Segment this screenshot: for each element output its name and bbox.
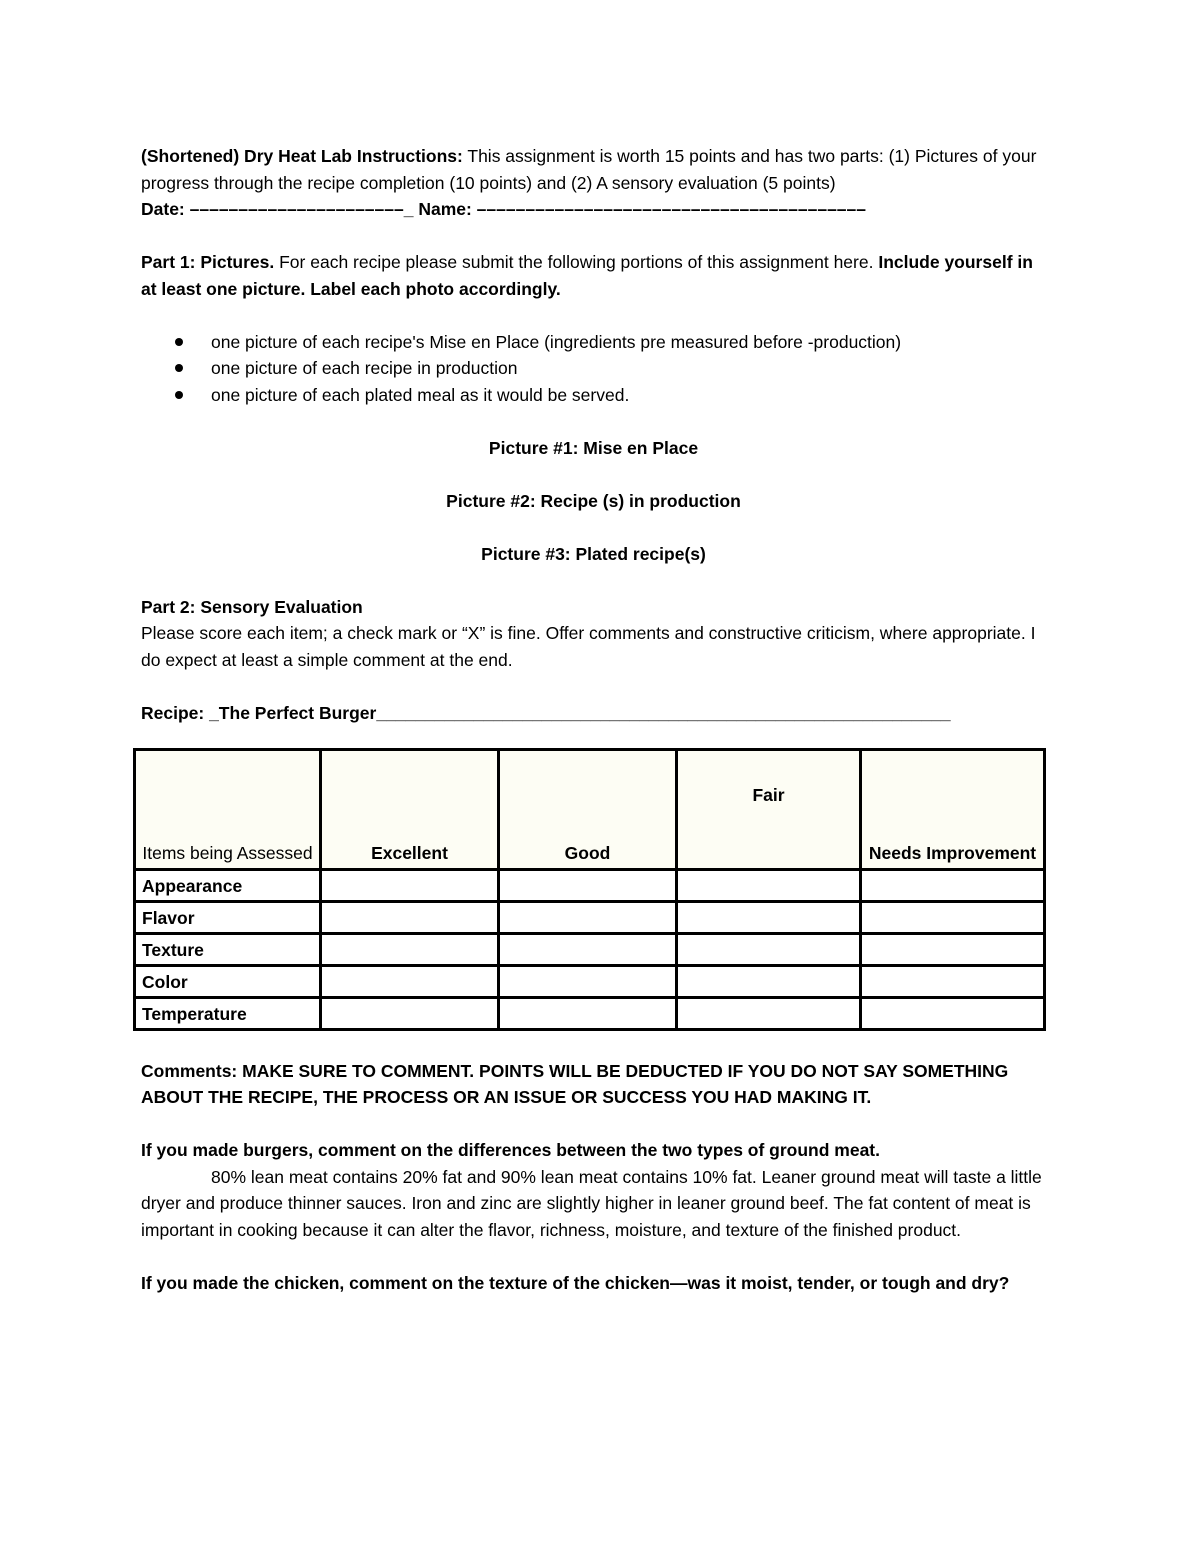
header-good: Good bbox=[499, 750, 677, 870]
score-cell-fair[interactable] bbox=[677, 902, 861, 934]
sensory-evaluation-table bbox=[133, 748, 1046, 1031]
burger-question: If you made burgers, comment on the differences between the two types of ground meat. bbox=[141, 1140, 880, 1160]
list-item bbox=[141, 382, 1046, 409]
part1-bold-instruction: Include yourself in at least one picture. Label each photo accordingly. bbox=[141, 252, 1033, 299]
recipe-line: Recipe: _The Perfect Burger___________________________________________________________ bbox=[141, 702, 951, 723]
header-excellent: Excellent bbox=[321, 750, 499, 870]
bullet-icon bbox=[175, 364, 183, 372]
burger-answer: 80% lean meat contains 20% fat and 90% lean meat contains 10% fat. Leaner ground meat will taste a little dryer and produce thinner sauces. Iron and zinc are slightly higher in leaner ground beef. The fat content of meat is important in cooking because it can alter the flavor, richness, moisture, and texture of the finished product. bbox=[141, 1166, 1042, 1240]
table-row bbox=[135, 902, 1045, 934]
score-cell-excellent[interactable] bbox=[321, 966, 499, 998]
list-item-text: one picture of each plated meal as it would be served. bbox=[211, 384, 630, 405]
header-needs-improvement: Needs Improvement bbox=[861, 750, 1045, 870]
row-label: Appearance bbox=[135, 870, 321, 902]
score-cell-good[interactable] bbox=[499, 966, 677, 998]
picture-2-heading: Picture #2: Recipe (s) in production bbox=[446, 490, 741, 511]
bullet-icon bbox=[175, 338, 183, 346]
score-cell-needs-improvement[interactable] bbox=[861, 870, 1045, 902]
list-item-text: one picture of each recipe in production bbox=[211, 358, 518, 378]
score-cell-needs-improvement[interactable] bbox=[861, 998, 1045, 1030]
score-cell-fair[interactable] bbox=[677, 934, 861, 966]
score-cell-fair[interactable] bbox=[677, 998, 861, 1030]
part1-paragraph bbox=[141, 249, 1046, 302]
picture-3-heading: Picture #3: Plated recipe(s) bbox=[481, 543, 706, 564]
table-header-row bbox=[135, 750, 1045, 870]
document-page bbox=[141, 143, 1046, 1296]
comments-heading: Comments: MAKE SURE TO COMMENT. POINTS WILL BE DEDUCTED IF YOU DO NOT SAY SOMETHING ABOUT THE RECIPE, THE PROCESS OR AN ISSUE OR SUCCESS YOU HAD MAKING IT. bbox=[141, 1060, 1009, 1107]
score-cell-excellent[interactable] bbox=[321, 934, 499, 966]
part2-heading: Part 2: Sensory Evaluation bbox=[141, 596, 363, 617]
score-cell-good[interactable] bbox=[499, 870, 677, 902]
chicken-question: If you made the chicken, comment on the texture of the chicken—was it moist, tender, or tough and dry? bbox=[141, 1272, 1010, 1293]
list-item bbox=[141, 329, 1046, 356]
header-fair: Fair bbox=[677, 750, 861, 870]
row-label: Color bbox=[135, 966, 321, 998]
intro-paragraph bbox=[141, 143, 1046, 196]
table-row bbox=[135, 966, 1045, 998]
part1-text: For each recipe please submit the following portions of this assignment here. bbox=[274, 252, 879, 272]
table-row bbox=[135, 998, 1045, 1030]
list-item bbox=[141, 355, 1046, 382]
score-cell-good[interactable] bbox=[499, 934, 677, 966]
score-cell-fair[interactable] bbox=[677, 870, 861, 902]
header-items-assessed: Items being Assessed bbox=[135, 750, 321, 870]
score-cell-needs-improvement[interactable] bbox=[861, 966, 1045, 998]
intro-text: This assignment is worth 15 points and has two parts: (1) Pictures of your progress through the recipe completion (10 points) and (2) A sensory evaluation (5 points) bbox=[141, 146, 1037, 193]
row-label: Temperature bbox=[135, 998, 321, 1030]
score-cell-good[interactable] bbox=[499, 902, 677, 934]
date-name-line: Date: ––––––––––––––––––––––_ Name: –––––––––––––––––––––––––––––––––––––––– bbox=[141, 199, 866, 219]
score-cell-fair[interactable] bbox=[677, 966, 861, 998]
score-cell-needs-improvement[interactable] bbox=[861, 934, 1045, 966]
list-item-text: one picture of each recipe's Mise en Place (ingredients pre measured before -production) bbox=[211, 331, 902, 352]
score-cell-excellent[interactable] bbox=[321, 870, 499, 902]
table-row bbox=[135, 934, 1045, 966]
intro-title: (Shortened) Dry Heat Lab Instructions: bbox=[141, 146, 463, 166]
row-label: Flavor bbox=[135, 902, 321, 934]
score-cell-needs-improvement[interactable] bbox=[861, 902, 1045, 934]
part1-heading: Part 1: Pictures. bbox=[141, 252, 275, 272]
score-cell-excellent[interactable] bbox=[321, 998, 499, 1030]
score-cell-good[interactable] bbox=[499, 998, 677, 1030]
picture-1-heading: Picture #1: Mise en Place bbox=[488, 437, 699, 458]
part2-text: Please score each item; a check mark or “X” is fine. Offer comments and constructive criticism, where appropriate. I do expect at least a simple comment at the end. bbox=[141, 623, 1036, 670]
table-row bbox=[135, 870, 1045, 902]
score-cell-excellent[interactable] bbox=[321, 902, 499, 934]
picture-requirements-list bbox=[141, 329, 1046, 409]
bullet-icon bbox=[175, 391, 183, 399]
row-label: Texture bbox=[135, 934, 321, 966]
